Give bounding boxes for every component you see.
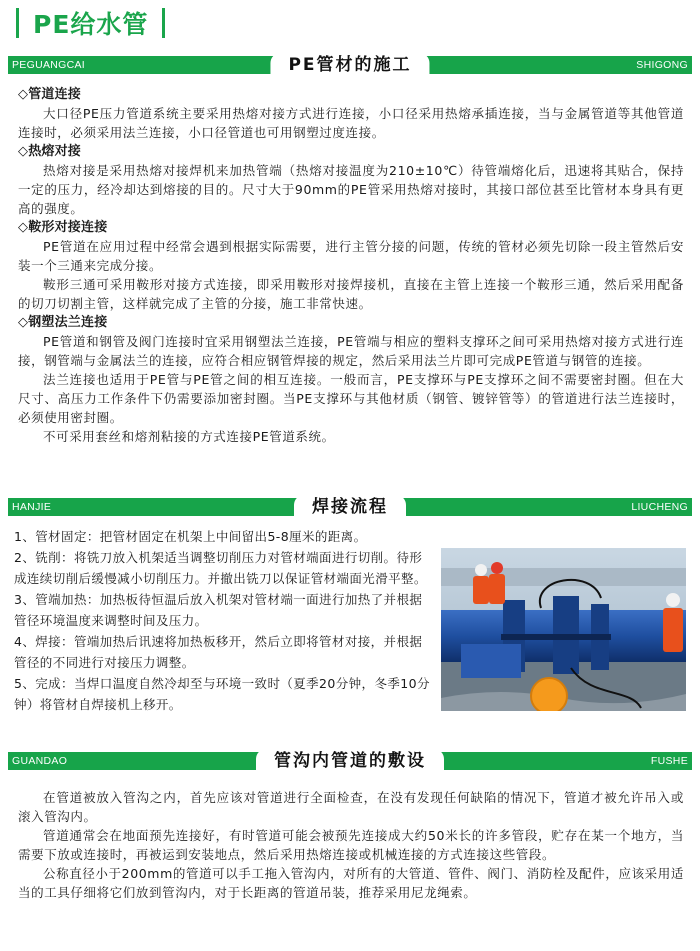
subheading-hot-melt-butt: ◇热熔对接 [18, 144, 81, 159]
page-title [16, 6, 165, 40]
subheading-saddle-butt: ◇鞍形对接连接 [18, 220, 108, 235]
welding-photo [441, 548, 686, 711]
band-right-label: SHIGONG [636, 59, 688, 71]
paragraph: 大口径PE压力管道系统主要采用热熔对接方式进行连接，小口径采用热熔承插连接，当与金属管道等其他管道连接时，必须采用法兰连接，小口径管道也可用钢塑过度连接。 [18, 106, 684, 140]
section-title: 焊接流程 [294, 495, 406, 519]
paragraph: 在管道被放入管沟之内，首先应该对管道进行全面检查，在没有发现任何缺陷的情况下，管道才被允许吊入或滚入管沟内。 [18, 790, 684, 824]
step-item: 1、管材固定：把管材固定在机架上中间留出5-8厘米的距离。 [14, 529, 367, 544]
step-item: 2、铣削：将铣刀放入机架适当调整切削压力对管材端面进行切削。待形成连续切削后缓慢减小切削压力。并撤出铣刀以保证管材端面光滑平整。 [14, 550, 427, 586]
subheading-steel-plastic-flange: ◇钢塑法兰连接 [18, 315, 108, 330]
welding-steps [14, 526, 432, 715]
paragraph: 法兰连接也适用于PE管与PE管之间的相互连接。一般而言，PE支撑环与PE支撑环之间不需要密封圈。但在大尺寸、高压力工作条件下仍需要添加密封圈。当PE支撑环与其他材质（钢管、镀锌管等）的管道进行法兰连接时，必须使用密封圈。 [18, 372, 684, 425]
section-title: 管沟内管道的敷设 [256, 749, 444, 773]
paragraph: 公称直径小于200mm的管道可以手工拖入管沟内，对所有的大管道、管件、阀门、消防栓及配件，应该采用适当的工具仔细将它们放到管沟内，对于长距离的管道吊装，推荐采用尼龙绳索。 [18, 866, 684, 900]
step-item: 4、焊接：管端加热后讯速将加热板移开，然后立即将管材对接，并根据管径的不同进行对接压力调整。 [14, 634, 423, 670]
band-right-label: LIUCHENG [631, 501, 688, 513]
step-item: 3、管端加热：加热板待恒温后放入机架对管材端一面进行加热了并根据管径环境温度来调整时间及压力。 [14, 592, 423, 628]
paragraph: PE管道和钢管及阀门连接时宜采用钢塑法兰连接，PE管端与相应的塑料支撑环之间可采用热熔对接方式进行连接，钢管端与金属法兰的连接，应符合相应钢管焊接的规定，然后采用法兰片即可完成PE管道与钢管的连接。 [18, 334, 684, 368]
subheading-pipe-connection: ◇管道连接 [18, 87, 81, 102]
band-left-label: PEGUANGCAI [12, 59, 86, 71]
section-band-laying [8, 752, 692, 770]
band-right-label: FUSHE [650, 755, 688, 767]
section-band-welding [8, 498, 692, 516]
welding-photo-illustration [441, 548, 686, 711]
paragraph: 不可采用套丝和熔剂粘接的方式连接PE管道系统。 [43, 429, 335, 444]
page-title-text: PE给水管 [33, 10, 149, 39]
paragraph: 热熔对接是采用热熔对接焊机来加热管端（热熔对接温度为210±10℃）待管端熔化后，迅速将其贴合，保持一定的压力，经冷却达到熔接的目的。尺寸大于90mm的PE管采用热熔对接时，其接口部位甚至比管材本身具有更高的强度。 [18, 163, 684, 216]
title-right-bar [162, 8, 165, 38]
paragraph: 鞍形三通可采用鞍形对接方式连接，即采用鞍形对接焊接机，直接在主管上连接一个鞍形三通，然后采用配备的切刀切割主管，这样就完成了主管的分接，施工非常快速。 [18, 277, 684, 311]
band-left-label: GUANDAO [12, 755, 68, 767]
step-item: 5、完成：当焊口温度自然冷却至与环境一致时（夏季20分钟，冬季10分钟）将管材自焊接机上移开。 [14, 676, 430, 712]
laying-content [18, 788, 684, 902]
construction-content [18, 85, 684, 446]
band-left-label: HANJIE [12, 501, 52, 513]
section-title: PE管材的施工 [270, 53, 429, 77]
section-band-construction [8, 56, 692, 74]
paragraph: PE管道在应用过程中经常会遇到根据实际需要，进行主管分接的问题，传统的管材必须先切除一段主管然后安装一个三通来完成分接。 [18, 239, 684, 273]
paragraph: 管道通常会在地面预先连接好，有时管道可能会被预先连接成大约50米长的许多管段，贮存在某一个地方，当需要下放或连接时，再被运到安装地点，然后采用热熔连接或机械连接的方式连接这些管段。 [18, 828, 684, 862]
